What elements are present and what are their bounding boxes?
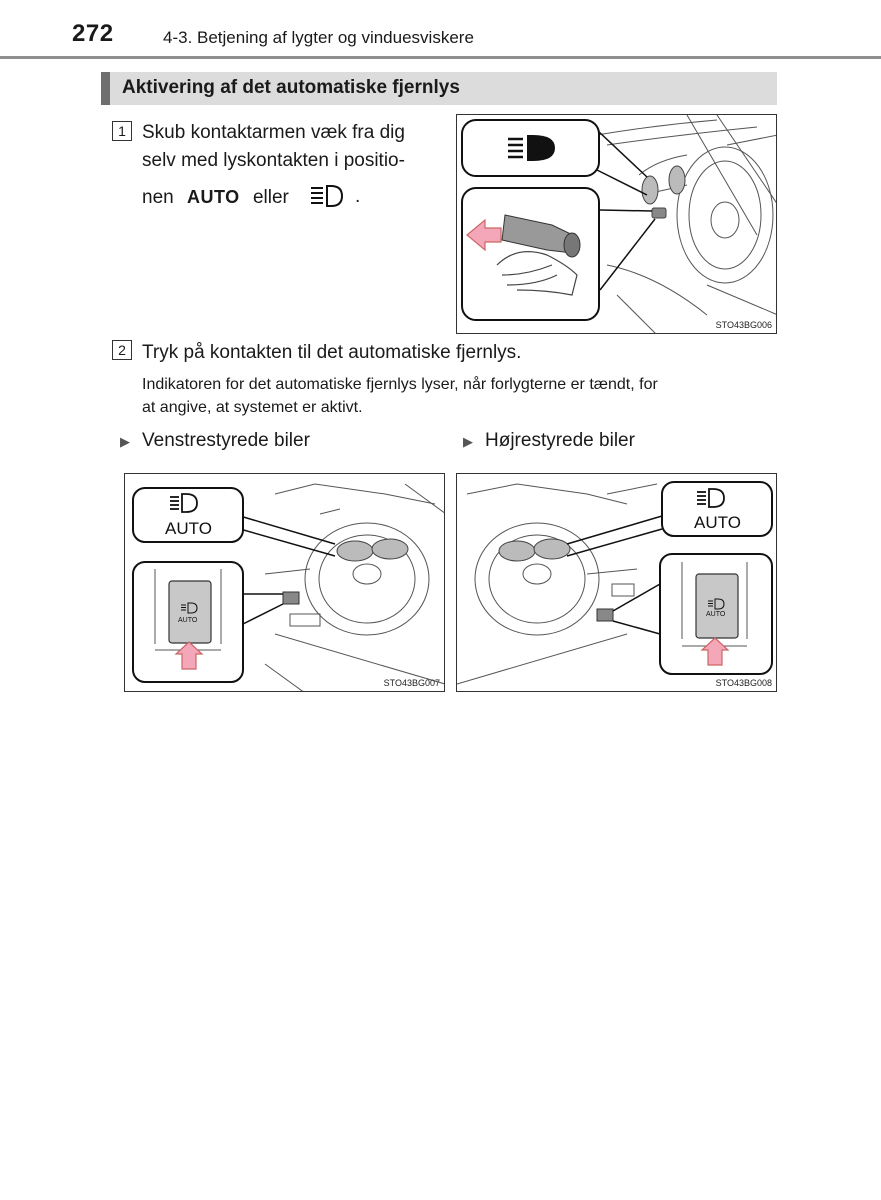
figure-code: STO43BG007 — [383, 678, 440, 688]
auto-label: AUTO — [165, 519, 212, 538]
triangle-bullet-icon: ▶ — [120, 434, 130, 449]
step-number-2: 2 — [112, 340, 132, 360]
lhd-illustration — [125, 474, 445, 692]
step1-line1: Skub kontaktarmen væk fra dig — [142, 122, 405, 143]
step2-note-line1: Indikatoren for det automatiske fjernlys lyser, når forlygterne er tændt, for — [142, 376, 658, 393]
step1-line3-mid: eller — [252, 187, 289, 208]
auto-high-beam-button[interactable] — [169, 581, 211, 643]
step1-line3-end: . — [355, 186, 361, 207]
page-number: 272 — [72, 20, 114, 47]
figure-code: STO43BG006 — [715, 320, 772, 330]
lhd-caption: Venstrestyrede biler — [142, 430, 310, 451]
step2-note-line2: at angive, at systemet er aktivt. — [142, 399, 363, 416]
figure-lever-push — [456, 114, 777, 334]
button-auto-label: AUTO — [178, 617, 198, 624]
figure-rhd — [456, 473, 777, 692]
button-auto-label: AUTO — [706, 611, 726, 618]
auto-high-beam-button[interactable] — [696, 574, 738, 638]
lever-illustration — [457, 115, 777, 334]
step-number-1: 1 — [112, 121, 132, 141]
auto-high-beam-icon — [309, 184, 349, 210]
rhd-illustration — [457, 474, 777, 692]
step1-line3 — [142, 183, 289, 212]
section-heading-bar — [101, 72, 777, 105]
running-head: 4-3. Betjening af lygter og vinduesviskere — [163, 28, 474, 47]
triangle-bullet-icon: ▶ — [463, 434, 473, 449]
auto-label: AUTO — [694, 513, 741, 532]
section-title: Aktivering af det automatiske fjernlys — [122, 77, 460, 98]
auto-label: AUTO — [186, 187, 240, 207]
figure-code: STO43BG008 — [715, 678, 772, 688]
step2-text: Tryk på kontakten til det automatiske fjernlys. — [142, 342, 522, 363]
figure-lhd — [124, 473, 445, 692]
rhd-caption: Højrestyrede biler — [485, 430, 635, 451]
step1-line3-pre: nen — [142, 187, 174, 208]
step1-line2: selv med lyskontakten i positio- — [142, 150, 405, 171]
header-rule — [0, 56, 881, 59]
